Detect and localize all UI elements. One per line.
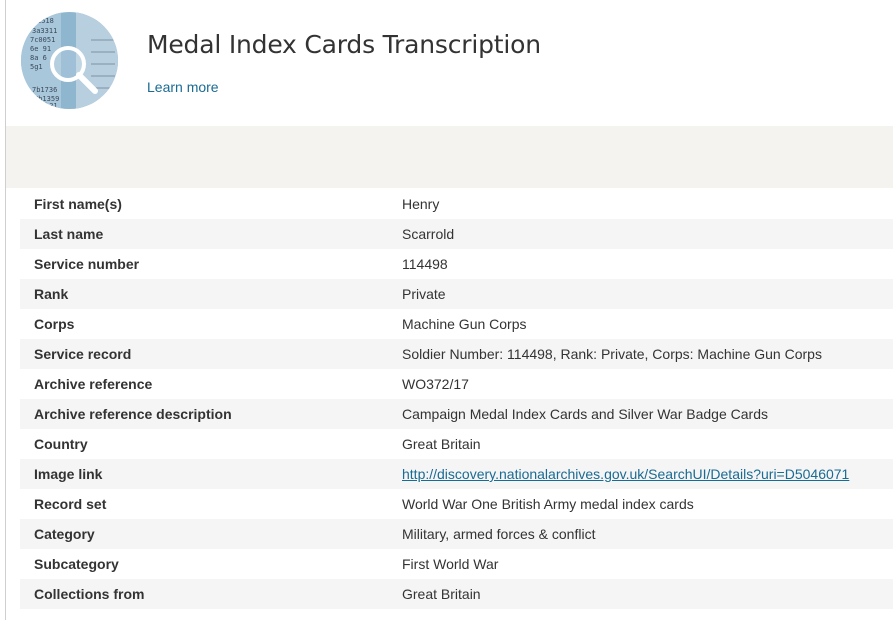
field-label: Collections from [34,586,145,602]
table-row [20,429,893,459]
table-row [20,519,893,549]
info-banner [6,126,893,188]
field-value: Campaign Medal Index Cards and Silver War Badge Cards [402,406,768,422]
field-label: Service number [34,256,140,272]
field-value: WO372/17 [402,376,469,392]
logo-text-line: 3a3311 [32,27,58,35]
table-row [20,189,893,219]
table-row [20,309,893,339]
table-row [20,399,893,429]
field-value: Military, armed forces & conflict [402,526,596,542]
field-label: First name(s) [34,196,122,212]
logo-text-line: 1518 [37,17,54,25]
field-label: Corps [34,316,75,332]
logo-text-line: 5g1 [30,63,43,71]
field-label: Archive reference description [34,406,232,422]
image-link[interactable]: http://discovery.nationalarchives.gov.uk/SearchUI/Details?uri=D5046071 [402,466,850,482]
field-value: Soldier Number: 114498, Rank: Private, Corps: Machine Gun Corps [402,346,822,362]
field-value: Great Britain [402,586,481,602]
field-label: Category [34,526,95,542]
logo-text-line: b31 [45,102,58,109]
table-row [20,339,893,369]
field-value: World War One British Army medal index cards [402,496,694,512]
field-label: Subcategory [34,556,119,572]
table-row [20,249,893,279]
table-row [20,219,893,249]
logo-text-line: 7c0051 [30,36,56,44]
field-label: Rank [34,286,69,302]
logo-text-line: 7b1736 [32,86,58,94]
learn-more-link[interactable]: Learn more [147,79,219,95]
medal-card-logo-icon [21,12,118,109]
field-label: Archive reference [34,376,153,392]
table-row [20,459,893,489]
field-label: Record set [34,496,107,512]
logo-text-line: 8a 6 [30,54,47,62]
table-row [20,489,893,519]
field-value: Scarrold [402,226,455,242]
logo-text-line: 7b1359 [34,95,60,103]
table-row [20,549,893,579]
table-row [20,369,893,399]
magnifier-over-medal-card-icon [21,12,118,109]
field-value: Great Britain [402,436,481,452]
field-label: Image link [34,466,103,482]
field-value: Machine Gun Corps [402,316,527,332]
field-value: First World War [402,556,499,572]
page-title: Medal Index Cards Transcription [147,30,541,59]
field-value: Private [402,286,446,302]
transcription-table [20,189,893,609]
logo-text-line: 6e 91 [30,45,52,53]
table-row [20,279,893,309]
page-header [6,0,893,126]
field-label: Country [34,436,88,452]
field-value: Henry [402,196,440,212]
field-label: Last name [34,226,104,242]
table-row [20,579,893,609]
field-label: Service record [34,346,132,362]
field-value: 114498 [402,256,448,272]
